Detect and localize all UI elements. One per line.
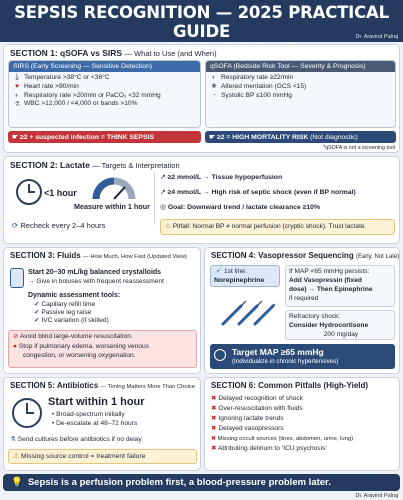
test-tube-icon: ⚗ — [10, 436, 18, 443]
pitfall-text: Ignoring lactate trends — [218, 415, 284, 422]
footer-author: Dr. Aravind Palraj — [355, 493, 398, 499]
antibiotic-bullet-2: • De-escalate at 48–72 hours — [52, 420, 138, 427]
sirs-item — [9, 100, 200, 109]
sirs-result-bar — [8, 131, 201, 143]
section-title-bold: SECTION 2: Lactate — [10, 160, 90, 170]
escalation-line-1: If MAP <65 mmHg persists: — [289, 268, 370, 275]
map-target: Target MAP ≥65 mmHg — [232, 347, 324, 357]
clock-label: <1 hour — [44, 188, 77, 198]
source-control-text: Missing source control = treatment failure — [20, 453, 146, 460]
blood-pressure-icon: ◔ — [212, 91, 216, 99]
section-title — [205, 248, 399, 260]
qsofa-item — [206, 74, 395, 83]
cross-icon: ✖ — [211, 445, 218, 452]
section-title — [4, 157, 399, 170]
escalation-line-4: if required — [289, 295, 319, 302]
tool-item — [34, 301, 95, 309]
check-icon: ✔ — [34, 301, 42, 308]
footer-banner — [3, 474, 400, 491]
source-control-warning — [8, 449, 197, 464]
fluids-warning-box — [8, 330, 197, 368]
qsofa-item-text: Systolic BP ≤100 mmHg — [221, 91, 292, 99]
pitfall-item — [211, 445, 327, 453]
cross-icon: ✖ — [211, 436, 218, 442]
section-antibiotics — [3, 377, 201, 471]
recheck-line — [12, 221, 105, 230]
map-target-box — [210, 344, 395, 369]
section-title-light: (Early, Not Late) — [355, 254, 400, 260]
antibiotic-start: Start within 1 hour — [48, 396, 145, 408]
brain-icon: ✺ — [211, 83, 217, 91]
lactate-text-1: ≥2 mmol/L → Tissue hypoperfusion — [167, 174, 283, 181]
section-title — [4, 45, 399, 58]
lactate-text-3: Goal: Downward trend / lactate clearance ≥10% — [167, 204, 321, 211]
check-icon: ✔ — [34, 317, 42, 324]
lungs-icon: ◐ — [212, 74, 216, 82]
refractory-line-1: Refractory shock: — [289, 313, 341, 320]
qsofa-result-bar — [205, 131, 396, 143]
measure-label: Measure within 1 hour — [74, 202, 150, 211]
section-qsofa-vs-sirs — [3, 44, 400, 153]
header — [0, 0, 403, 42]
first-line-text: 1st line: — [224, 268, 247, 275]
pitfall-item — [211, 435, 353, 443]
recheck-text: Recheck every 2–4 hours — [20, 221, 106, 230]
escalation-box — [285, 265, 395, 307]
divider — [154, 173, 155, 223]
clock-icon — [16, 179, 42, 205]
up-arrow-icon: ↗ — [160, 174, 168, 181]
syringes-icon — [219, 290, 275, 328]
tool-text: Passive leg raise — [41, 309, 92, 316]
pitfall-text: Missing occult sources (lines, abdomen, urine, lung) — [217, 436, 354, 442]
iv-bag-icon — [10, 268, 24, 288]
hand-icon: ☛ — [209, 134, 217, 141]
section-pitfalls — [204, 377, 400, 471]
flask-icon: ⚗ — [14, 100, 20, 108]
section-title-light: — Timing Matters More Than Choice — [100, 384, 196, 390]
section-fluids — [3, 247, 201, 374]
cultures-text: Send cultures before antibiotics if no delay — [17, 436, 142, 443]
tool-text: Capillary refill time — [41, 301, 96, 308]
stop-icon: ● — [13, 343, 19, 350]
qsofa-result-text: ≥2 = HIGH MORTALITY RISK — [216, 134, 309, 141]
qsofa-heading: qSOFA (Bedside Risk Tool — Severity & Prognosis) — [206, 61, 395, 72]
no-entry-icon: ⊘ — [13, 333, 20, 340]
cross-icon: ✖ — [211, 425, 219, 432]
footer-text: Sepsis is a perfusion problem first, a blood-pressure problem later. — [27, 477, 331, 488]
pitfall-box — [160, 219, 395, 235]
cultures-line — [10, 436, 142, 444]
hand-icon: ☛ — [12, 134, 20, 141]
pitfall-item — [211, 395, 303, 403]
section-vasopressors — [204, 247, 400, 374]
syringe-icon: 💉 — [214, 268, 225, 275]
avoid-text: Avoid blind large-volume resuscitation. — [20, 333, 133, 340]
stop-text-1: Stop if pulmonary edema, worsening venous — [18, 343, 149, 350]
pitfall-item — [211, 405, 303, 413]
lightbulb-icon: 💡 — [11, 477, 23, 488]
warning-icon: ⚠ — [165, 223, 173, 230]
gauge-icon — [92, 175, 136, 201]
map-target-note: (Individualize in chronic hypertensives) — [232, 358, 339, 365]
section-title-light: — What to Use (and When) — [124, 49, 217, 58]
pitfall-text: Over-resuscitation with fluids — [218, 405, 303, 412]
tool-item — [34, 309, 91, 317]
cross-icon: ✖ — [211, 405, 219, 412]
dynamic-tools-heading: Dynamic assessment tools: — [28, 292, 121, 299]
lactate-line-2 — [160, 188, 356, 197]
section-title-bold: SECTION 4: Vasopressor Sequencing — [211, 251, 354, 260]
section-title — [4, 378, 200, 390]
pitfall-text: Attributing delirium to ‘ICU psychosis’ — [218, 445, 327, 452]
tool-item — [34, 317, 109, 325]
qsofa-item — [206, 83, 395, 92]
section-title-bold: SECTION 5: Antibiotics — [10, 381, 99, 390]
first-line-label — [214, 268, 247, 276]
pitfall-text: Delayed vasopressors — [218, 425, 284, 432]
qsofa-item-text: Respiratory rate ≥22/min — [221, 74, 294, 81]
sirs-item-text: Respiratory rate >20/min or PaCO₂ <32 mmHg — [24, 91, 161, 99]
up-arrow-icon: ↗ — [160, 189, 168, 196]
section-title-bold: SECTION 3: Fluids — [10, 251, 81, 260]
sirs-heading: SIRS (Early Screening — Sensitive Detection) — [9, 61, 200, 72]
stopwatch-icon — [12, 398, 42, 428]
pitfall-text: Pitfall: Normal BP ≠ normal perfusion (cryptic shock). Trust lactate. — [172, 223, 367, 230]
section-title: SECTION 6: Common Pitfalls (High-Yield) — [211, 381, 369, 390]
qsofa-result-note: (Not diagnostic) — [310, 134, 358, 141]
sirs-item — [9, 74, 200, 83]
lactate-text-2: ≥4 mmol/L → High risk of septic shock (even if BP normal) — [167, 189, 356, 196]
warning-icon: ⚠ — [13, 453, 21, 460]
lactate-line-3 — [160, 203, 320, 212]
sirs-item-text: WBC >12,000 / <4,000 or bands >10% — [24, 100, 138, 108]
sirs-item-text: Temperature >38°C or <36°C — [24, 74, 110, 81]
page-title: SEPSIS RECOGNITION — 2025 PRACTICAL GUIDE — [14, 3, 389, 41]
fluids-start: Start 20–30 mL/kg balanced crystalloids — [28, 269, 162, 276]
lactate-line-1 — [160, 173, 282, 182]
cross-icon: ✖ — [211, 415, 219, 422]
first-line-box — [210, 265, 280, 287]
antibiotic-bullet-1: • Broad-spectrum initially — [52, 411, 125, 418]
norepinephrine: Norepinephrine — [214, 277, 265, 284]
pitfall-item — [211, 415, 284, 423]
target-icon: ◎ — [160, 204, 168, 211]
pitfall-item — [211, 425, 284, 433]
section-lactate — [3, 156, 400, 244]
qsofa-footnote: *qSOFA is not a screening tool — [323, 145, 395, 151]
section-title-bold: SECTION 1: qSOFA vs SIRS — [10, 48, 123, 58]
refractory-line-2: Consider Hydrocortisone — [289, 322, 369, 329]
thermometer-icon: 🌡 — [13, 74, 22, 82]
stop-line — [13, 343, 149, 351]
qsofa-item — [206, 92, 395, 101]
qsofa-item-text: Altered mentation (GCS <15) — [221, 82, 307, 90]
escalation-line-3: dose) → Then Epinephrine — [289, 286, 373, 293]
section-title-light: — How Much, How Fast (Updated View) — [82, 254, 187, 260]
gauge-icon — [214, 349, 226, 361]
section-title-light: — Targets & Interpretation — [92, 161, 180, 170]
fluids-start-2: → Give in boluses with frequent reassessment — [28, 278, 164, 285]
stop-text-2: congestion, or worsening oxygenation. — [23, 352, 136, 359]
section-title — [4, 248, 200, 260]
refresh-icon: ⟳ — [12, 221, 21, 230]
cross-icon: ✖ — [211, 395, 219, 402]
tool-text: IVC variation (if skilled) — [41, 317, 109, 324]
sirs-result-text: ≥2 + suspected infection = THINK SEPSIS — [19, 134, 155, 141]
pitfall-text: Delayed recognition of shock — [218, 395, 304, 402]
refractory-box — [285, 310, 395, 340]
escalation-line-2: Add Vasopressin (fixed — [289, 277, 362, 284]
sirs-item — [9, 83, 200, 92]
heart-icon: ♥ — [15, 83, 19, 91]
avoid-line — [13, 333, 133, 341]
sirs-item — [9, 92, 200, 101]
lungs-icon: ◐ — [15, 91, 19, 99]
sirs-card — [8, 60, 201, 128]
qsofa-card — [205, 60, 396, 128]
refractory-line-3: 200 mg/day — [323, 331, 359, 338]
check-icon: ✔ — [34, 309, 42, 316]
sirs-item-text: Heart rate >90/min — [24, 82, 79, 90]
header-author: Dr. Aravind Palraj — [355, 34, 398, 40]
